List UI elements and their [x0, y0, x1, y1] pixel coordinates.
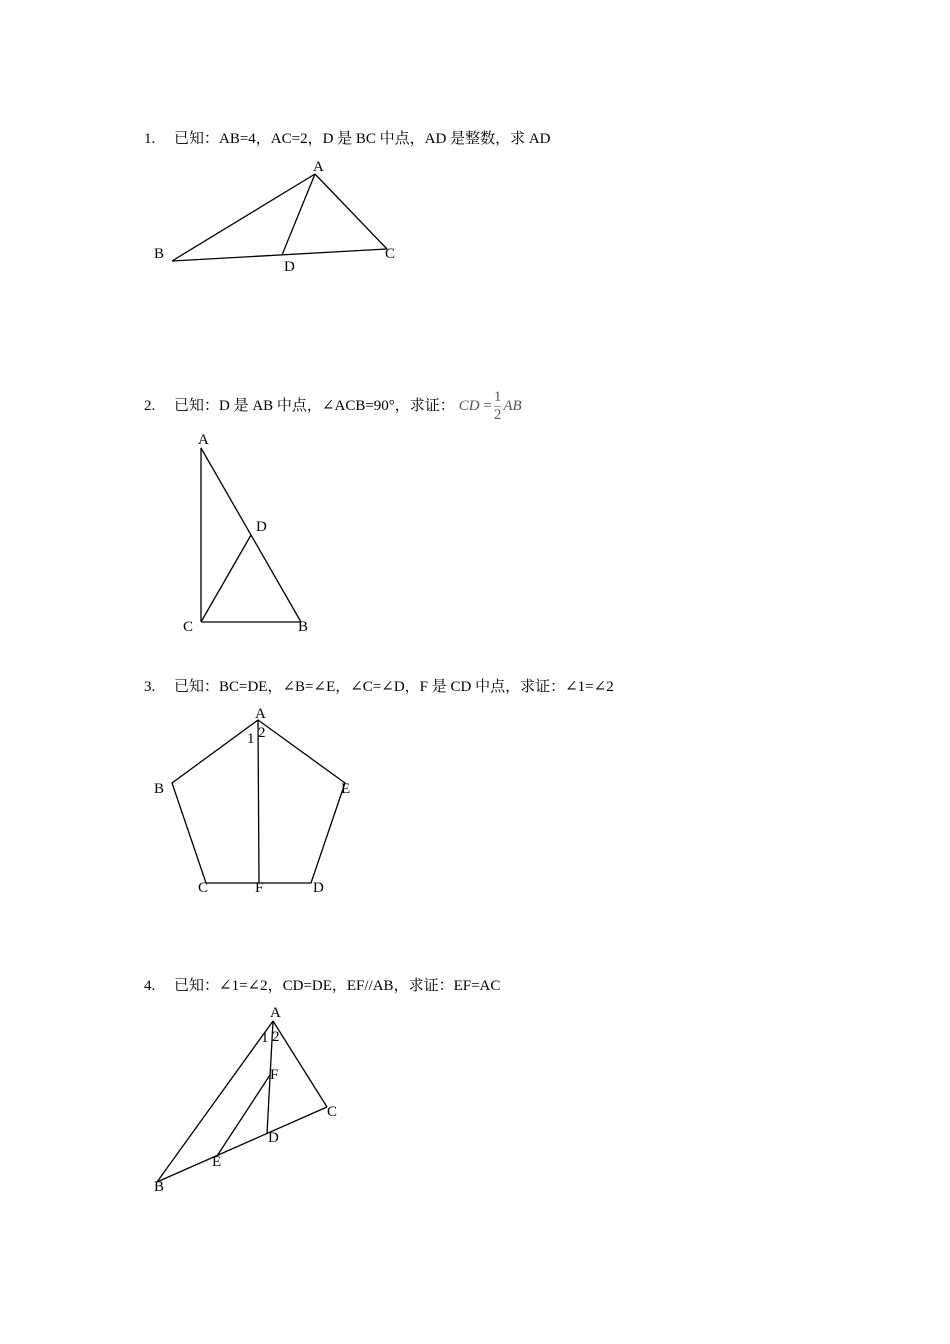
- label-angle-1: 1: [247, 731, 255, 747]
- label-b: B: [154, 1179, 165, 1195]
- label-a: A: [313, 159, 324, 175]
- label-d: D: [284, 259, 295, 275]
- label-f: F: [255, 880, 264, 896]
- problem-number: 1.: [144, 131, 156, 147]
- label-e: E: [212, 1154, 222, 1170]
- label-c: C: [385, 246, 396, 262]
- label-angle-2: 2: [258, 725, 266, 741]
- label-angle-1: 1: [261, 1030, 269, 1046]
- problem-text: 已知：BC=DE，∠B=∠E，∠C=∠D，F 是 CD 中点，求证：∠1=∠2: [174, 679, 614, 695]
- label-c: C: [198, 880, 209, 896]
- label-angle-2: 2: [272, 1029, 280, 1045]
- label-f: F: [270, 1067, 279, 1083]
- formula: CD = $\frac{1}{2}$ AB: [458, 389, 522, 423]
- problem-text: 已知：D 是 AB 中点，∠ACB=90°，求证：: [174, 397, 455, 414]
- label-a: A: [198, 432, 209, 448]
- label-d: D: [256, 519, 267, 535]
- label-d: D: [268, 1130, 279, 1146]
- label-e: E: [341, 781, 351, 797]
- fraction: $\frac{1}{2}$: [493, 389, 502, 423]
- problem-text: 已知：AB=4，AC=2，D 是 BC 中点，AD 是整数，求 AD: [174, 131, 551, 147]
- label-a: A: [270, 1005, 281, 1021]
- label-a: A: [255, 706, 266, 722]
- label-b: B: [154, 246, 165, 262]
- segment-ac: [273, 1021, 327, 1107]
- label-b: B: [298, 619, 309, 635]
- label-c: C: [183, 619, 194, 635]
- problem-number: 4.: [144, 978, 156, 994]
- problem-number: 2.: [144, 397, 156, 414]
- problem-text: 已知：∠1=∠2，CD=DE，EF//AB，求证：EF=AC: [174, 978, 501, 994]
- label-b: B: [154, 781, 165, 797]
- label-c: C: [327, 1104, 338, 1120]
- label-d: D: [313, 880, 324, 896]
- problem-number: 3.: [144, 679, 156, 695]
